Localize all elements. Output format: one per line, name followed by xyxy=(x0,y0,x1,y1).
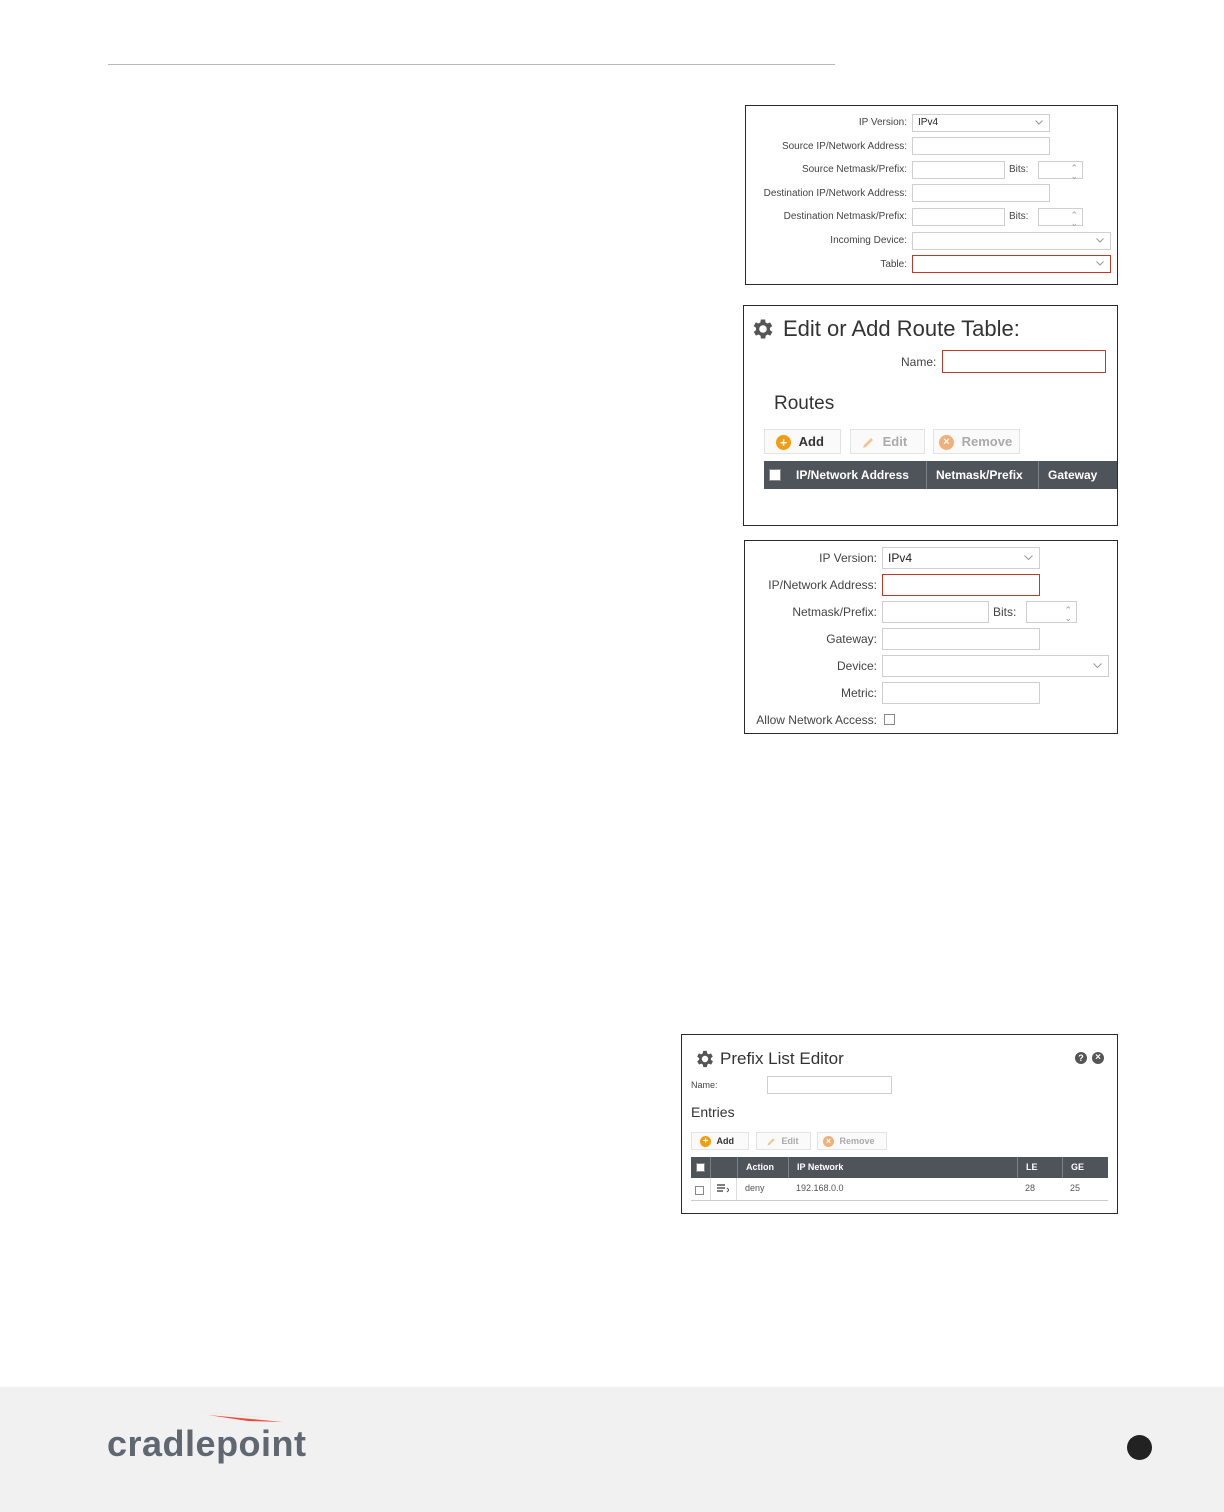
ip-version-value: IPv4 xyxy=(888,551,913,565)
name-label: Name: xyxy=(901,355,937,369)
add-label: Add xyxy=(798,434,824,449)
device-select[interactable] xyxy=(882,655,1109,677)
remove-icon: × xyxy=(823,1136,834,1147)
remove-label: Remove xyxy=(961,434,1013,449)
dialog-title: Edit or Add Route Table: xyxy=(783,316,1020,341)
source-ip-label: Source IP/Network Address: xyxy=(781,141,907,152)
ip-version-select[interactable] xyxy=(912,114,1050,132)
plus-icon: + xyxy=(700,1136,711,1147)
route-rule-form xyxy=(745,105,1118,285)
chevron-down-icon xyxy=(1096,238,1104,243)
incoming-device-label: Incoming Device: xyxy=(830,235,907,246)
remove-button[interactable] xyxy=(933,429,1020,454)
chevron-down-icon xyxy=(1093,663,1102,668)
device-label: Device: xyxy=(836,659,877,673)
row-handle-cell xyxy=(710,1178,737,1200)
bits-stepper[interactable] xyxy=(1026,601,1077,623)
chevron-down-icon xyxy=(1096,261,1104,266)
name-label: Name: xyxy=(691,1080,718,1090)
ge-cell: 25 xyxy=(1070,1183,1081,1193)
row-checkbox[interactable] xyxy=(695,1186,704,1195)
chevron-down-icon xyxy=(1024,555,1033,560)
source-netmask-input[interactable] xyxy=(912,161,1005,179)
table-select[interactable] xyxy=(912,255,1111,273)
destination-ip-input[interactable] xyxy=(912,184,1050,202)
edit-label: Edit xyxy=(781,1136,799,1146)
pencil-icon xyxy=(766,1137,776,1147)
le-cell: 28 xyxy=(1025,1183,1036,1193)
column-header[interactable]: LE xyxy=(1017,1157,1062,1178)
ip-network-address-input[interactable] xyxy=(882,574,1040,596)
add-label: Add xyxy=(716,1136,735,1146)
destination-bits-label: Bits: xyxy=(1009,211,1029,222)
remove-icon: × xyxy=(939,435,954,450)
incoming-device-select[interactable] xyxy=(912,232,1111,250)
gear-icon xyxy=(694,1048,716,1070)
column-header[interactable]: Action xyxy=(737,1157,788,1178)
list-icon[interactable] xyxy=(717,1184,729,1194)
ip-version-label: IP Version: xyxy=(819,551,877,565)
plus-icon: + xyxy=(776,435,791,450)
route-form xyxy=(744,540,1118,734)
source-bits-label: Bits: xyxy=(1009,164,1029,175)
ip-network-cell: 192.168.0.0 xyxy=(796,1183,844,1193)
allow-network-access-label: Allow Network Access: xyxy=(756,713,877,727)
edit-button[interactable] xyxy=(850,429,925,454)
metric-label: Metric: xyxy=(841,686,877,700)
bits-label: Bits: xyxy=(993,605,1017,619)
netmask-prefix-input[interactable] xyxy=(882,601,989,623)
ip-version-label: IP Version: xyxy=(858,117,907,128)
edit-button[interactable] xyxy=(756,1132,811,1150)
column-spacer xyxy=(710,1157,737,1178)
spinner-icon: ⌃ ⌄ xyxy=(1064,605,1072,623)
destination-netmask-input[interactable] xyxy=(912,208,1005,226)
select-all-checkbox[interactable] xyxy=(769,469,781,481)
close-icon[interactable]: × xyxy=(1092,1052,1104,1064)
column-header[interactable]: GE xyxy=(1062,1157,1108,1178)
remove-button[interactable] xyxy=(817,1132,887,1150)
column-header[interactable]: Gateway xyxy=(1038,461,1118,489)
ip-version-value: IPv4 xyxy=(918,117,939,128)
allow-network-access-checkbox[interactable] xyxy=(884,714,895,725)
destination-bits-stepper[interactable] xyxy=(1038,208,1083,226)
pencil-icon xyxy=(861,436,875,450)
select-all-checkbox[interactable] xyxy=(696,1163,705,1172)
action-cell: deny xyxy=(745,1183,765,1193)
route-table-dialog xyxy=(743,305,1118,526)
source-netmask-label: Source Netmask/Prefix: xyxy=(801,164,907,175)
routes-heading: Routes xyxy=(774,393,835,414)
source-bits-stepper[interactable] xyxy=(1038,161,1083,179)
routes-table-header xyxy=(764,461,1118,489)
dialog-title: Prefix List Editor xyxy=(720,1049,844,1068)
gateway-label: Gateway: xyxy=(826,632,877,646)
column-header[interactable]: IP Network xyxy=(788,1157,1017,1178)
metric-input[interactable] xyxy=(882,682,1040,704)
page-footer xyxy=(0,1387,1224,1512)
spinner-icon: ⌃ ⌄ xyxy=(1070,210,1078,228)
destination-netmask-label: Destination Netmask/Prefix: xyxy=(783,211,907,222)
column-header[interactable]: Netmask/Prefix xyxy=(926,461,1038,489)
remove-label: Remove xyxy=(839,1136,875,1146)
spinner-icon: ⌃ ⌄ xyxy=(1070,163,1078,181)
edit-label: Edit xyxy=(882,434,908,449)
table-row[interactable] xyxy=(691,1178,1108,1201)
gateway-input[interactable] xyxy=(882,628,1040,650)
page-number-badge xyxy=(1127,1435,1152,1460)
name-input[interactable] xyxy=(767,1076,892,1094)
ip-network-address-label: IP/Network Address: xyxy=(768,578,877,592)
entries-heading: Entries xyxy=(691,1104,735,1120)
name-input[interactable] xyxy=(942,350,1106,373)
column-header[interactable]: IP/Network Address xyxy=(796,468,909,482)
prefix-list-editor xyxy=(681,1034,1118,1214)
add-button[interactable] xyxy=(764,429,841,454)
add-button[interactable] xyxy=(691,1132,749,1150)
table-label: Table: xyxy=(880,259,907,270)
ip-version-select[interactable] xyxy=(882,547,1040,569)
netmask-prefix-label: Netmask/Prefix: xyxy=(792,605,877,619)
chevron-down-icon xyxy=(1035,120,1043,125)
header-rule xyxy=(108,64,835,65)
entries-table-header xyxy=(691,1157,1108,1178)
source-ip-input[interactable] xyxy=(912,137,1050,155)
destination-ip-label: Destination IP/Network Address: xyxy=(763,188,907,199)
cradlepoint-logo: cradlepoint xyxy=(107,1423,307,1464)
gear-icon xyxy=(750,316,776,342)
help-icon[interactable]: ? xyxy=(1075,1052,1087,1064)
